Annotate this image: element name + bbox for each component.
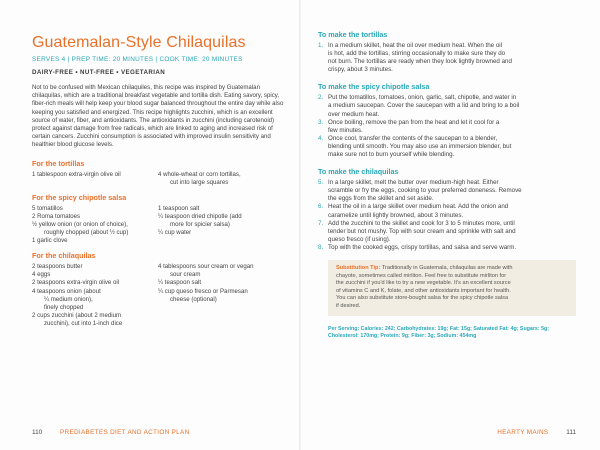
direction-step bbox=[318, 244, 576, 252]
ingredient-line: cut into large squares bbox=[170, 178, 229, 186]
ingredient-item bbox=[32, 205, 158, 213]
ingredient-item bbox=[158, 213, 284, 229]
step-line: caramelize until lightly browned, about 3 minutes. bbox=[328, 211, 464, 219]
right-page bbox=[302, 0, 600, 450]
ingredient-line: ¼ teaspoon salt bbox=[158, 279, 202, 287]
step-list bbox=[318, 94, 576, 159]
ingredient-item bbox=[32, 288, 158, 312]
ingredient-line: ¼ cup queso fresco or Parmesan bbox=[158, 287, 248, 295]
tip-line: You can also substitute store-bought salsa for the spicy chipotle salsa bbox=[336, 295, 509, 302]
step-number: 1. bbox=[318, 42, 324, 49]
ingredient-list bbox=[32, 263, 284, 328]
step-number: 8. bbox=[318, 243, 324, 251]
direction-step bbox=[318, 203, 576, 219]
ingredient-line: 5 tomatillos bbox=[32, 204, 63, 212]
step-line: few minutes. bbox=[328, 126, 363, 134]
ingredient-line: zucchini), cut into 1-inch dice bbox=[44, 319, 123, 327]
ingredient-line: ¼ cup water bbox=[158, 229, 192, 237]
step-list bbox=[318, 179, 576, 252]
ingredient-item bbox=[158, 205, 284, 213]
ingredient-line: finely chopped bbox=[44, 303, 84, 311]
ingredient-column bbox=[158, 171, 284, 187]
direction-heading: To make the spicy chipotle salsa bbox=[318, 82, 430, 92]
step-text bbox=[328, 179, 576, 203]
step-line: tender but not mushy. Top with sour cream and sprinkle with salt and bbox=[328, 227, 516, 235]
ingredient-column bbox=[158, 205, 284, 245]
ingredient-list bbox=[32, 171, 284, 187]
direction-step bbox=[318, 119, 576, 135]
ingredient-item bbox=[158, 279, 284, 287]
recipe-intro: Not to be confused with Mexican chilaquiles, this recipe was inspired by Guatemalan chilaquilas, which are a traditional breakfast vegetable and tortilla dish. Eating savory, spicy, fiber-rich meals will help keep your blood sugar balanced throughout the entire day while also keeping you satisfied and energized. This recipe highlights zucchini, which is an excellent source of water, fiber, and antioxidants. The antioxidants in zucchini (including carotenoid) protect against damage from free radicals, which are linked to aging and increased risk of certain cancers. Zucchini consumption is associated with improved insulin sensitivity and healthier blood glucose levels. bbox=[32, 84, 284, 149]
page-number-right: 111 bbox=[566, 429, 576, 436]
ingredient-line: more for spicier salsa) bbox=[170, 221, 230, 228]
ingredient-list bbox=[32, 205, 284, 245]
nutrition-line: Cholesterol: 170mg; Protein: 9g; Fiber: 3g; Sodium: 454mg bbox=[328, 333, 477, 340]
tip-label: Substitution Tip: bbox=[336, 264, 381, 271]
step-text bbox=[328, 244, 576, 252]
nutrition-line: Per Serving: Calories: 242; Carbohydrates: 19g; Fat: 15g; Saturated Fat: 4g; Sugars: 5g; bbox=[328, 325, 550, 332]
ingredient-item bbox=[158, 263, 284, 279]
direction-step bbox=[318, 94, 576, 118]
ingredient-item bbox=[158, 288, 284, 304]
ingredient-item bbox=[32, 271, 158, 279]
ingredient-line: roughly chopped (about ½ cup) bbox=[44, 229, 129, 237]
ingredient-line: ¼ medium onion), bbox=[44, 295, 93, 303]
ingredient-line: 1 garlic clove bbox=[32, 237, 68, 245]
ingredient-item bbox=[32, 221, 158, 237]
ingredient-section-heading: For the chilaquilas bbox=[32, 251, 96, 261]
left-footer bbox=[32, 429, 189, 436]
ingredient-item bbox=[158, 171, 284, 187]
nutrition-info bbox=[328, 326, 576, 341]
step-number: 3. bbox=[318, 118, 324, 126]
recipe-title: Guatemalan-Style Chilaquilas bbox=[32, 34, 246, 51]
tip-line: of vitamins C and K, folate, and other antioxidants important for health. bbox=[336, 287, 511, 294]
step-line: blending until smooth. You may also use an immersion blender, but bbox=[328, 142, 512, 150]
ingredient-line: ¼ teaspoon dried chipotle (add bbox=[158, 212, 242, 220]
step-number: 4. bbox=[318, 134, 324, 142]
ingredient-line: 2 Roma tomatoes bbox=[32, 212, 81, 220]
step-line: queso fresco (if using). bbox=[328, 235, 391, 243]
ingredient-line: 2 teaspoons butter bbox=[32, 263, 83, 271]
ingredient-line: 4 eggs bbox=[32, 271, 51, 279]
ingredient-column bbox=[32, 205, 158, 245]
direction-step bbox=[318, 179, 576, 203]
step-number: 5. bbox=[318, 179, 324, 187]
ingredient-line: ½ yellow onion (or onion of choice), bbox=[32, 221, 128, 228]
step-line: Add the zucchini to the skillet and cook for 3 to 5 minutes more, until bbox=[328, 219, 515, 227]
step-text bbox=[328, 42, 576, 74]
ingredient-line: 2 teaspoons extra-virgin olive oil bbox=[32, 279, 120, 287]
step-line: make sure not to burn yourself while blending. bbox=[328, 151, 455, 159]
direction-step bbox=[318, 42, 576, 74]
step-line: Put the tomatillos, tomatoes, onion, garlic, salt, chipotle, and water in bbox=[328, 94, 517, 102]
step-line: Top with the cooked eggs, crispy tortillas, and salsa and serve warm. bbox=[328, 243, 517, 251]
ingredient-item bbox=[32, 171, 158, 179]
ingredient-line: 4 whole-wheat or corn tortillas, bbox=[158, 170, 241, 178]
diet-tags: DAIRY-FREE • NUT-FREE • VEGETARIAN bbox=[32, 69, 166, 76]
step-line: not burn. The tortillas are ready when they look lightly browned and bbox=[328, 58, 512, 66]
direction-heading: To make the tortillas bbox=[318, 30, 388, 39]
tip-line: if desired. bbox=[336, 302, 361, 309]
ingredient-item bbox=[32, 263, 158, 271]
step-text bbox=[328, 203, 576, 219]
tip-line: the zucchini if you'd like to try a new vegetable. It's an excellent source bbox=[336, 280, 511, 287]
step-text bbox=[328, 220, 576, 244]
step-line: over medium heat. bbox=[328, 110, 380, 118]
ingredient-item bbox=[32, 279, 158, 287]
page-number-left: 110 bbox=[32, 429, 43, 436]
step-list bbox=[318, 42, 576, 74]
ingredient-line: 1 teaspoon salt bbox=[158, 204, 200, 212]
ingredient-line: sour cream bbox=[170, 271, 201, 279]
right-footer bbox=[497, 429, 576, 436]
ingredient-line: 1 tablespoon extra-virgin olive oil bbox=[32, 170, 121, 178]
substitution-tip bbox=[328, 260, 576, 316]
ingredients bbox=[32, 159, 284, 328]
step-line: In a large skillet, melt the butter over medium-high heat. Either bbox=[328, 179, 499, 187]
step-text bbox=[328, 135, 576, 159]
ingredient-line: 4 tablespoons sour cream or vegan bbox=[158, 263, 254, 271]
step-line: a medium saucepan. Cover the saucepan with a lid and bring to a boil bbox=[328, 102, 520, 110]
ingredient-line: 2 cups zucchini (about 2 medium bbox=[32, 311, 122, 319]
ingredient-item bbox=[32, 213, 158, 221]
ingredient-item bbox=[32, 237, 158, 245]
direction-step bbox=[318, 135, 576, 159]
recipe-meta: SERVES 4 | PREP TIME: 20 MINUTES | COOK TIME: 20 MINUTES bbox=[32, 56, 243, 63]
ingredient-item bbox=[32, 312, 158, 328]
tip-first-line: Traditionally in Guatemala, chilaquilas are made with bbox=[380, 264, 513, 271]
ingredient-column bbox=[32, 263, 158, 328]
direction-heading: To make the chilaquilas bbox=[318, 167, 399, 177]
ingredient-section-heading: For the tortillas bbox=[32, 158, 85, 168]
step-text bbox=[328, 94, 576, 118]
step-line: Heat the oil in a large skillet over medium heat. Add the onion and bbox=[328, 203, 509, 211]
ingredient-line: cheese (optional) bbox=[170, 295, 217, 303]
step-number: 2. bbox=[318, 94, 324, 102]
step-line: crispy, about 3 minutes. bbox=[328, 66, 393, 74]
step-line: scramble or fry the eggs, cooking to your preferred doneness. Remove bbox=[328, 187, 522, 195]
tip-line: chayote, sometimes called mirliton. Feel free to substitute mirliton for bbox=[336, 272, 507, 279]
ingredient-column bbox=[32, 171, 158, 187]
ingredient-line: 4 teaspoons onion (about bbox=[32, 287, 101, 295]
ingredient-column bbox=[158, 263, 284, 328]
step-line: Once boiling, remove the pan from the heat and let it cool for a bbox=[328, 118, 500, 126]
step-line: In a medium skillet, heat the oil over medium heat. When the oil bbox=[328, 42, 503, 49]
chapter-title-footer: HEARTY MAINS bbox=[497, 429, 549, 436]
step-line: Once cool, transfer the contents of the saucepan to a blender, bbox=[328, 134, 498, 142]
page-gutter bbox=[299, 0, 301, 450]
step-number: 7. bbox=[318, 219, 324, 227]
book-title-footer: PREDIABETES DIET AND ACTION PLAN bbox=[59, 429, 190, 436]
direction-step bbox=[318, 220, 576, 244]
step-line: is hot, add the tortillas, stirring occasionally to make sure they do bbox=[328, 50, 506, 58]
step-line: the eggs from the skillet and set aside. bbox=[328, 195, 434, 203]
step-number: 6. bbox=[318, 203, 324, 211]
ingredient-section-heading: For the spicy chipotle salsa bbox=[32, 192, 127, 202]
ingredient-item bbox=[158, 229, 284, 237]
step-text bbox=[328, 119, 576, 135]
directions bbox=[318, 30, 576, 252]
